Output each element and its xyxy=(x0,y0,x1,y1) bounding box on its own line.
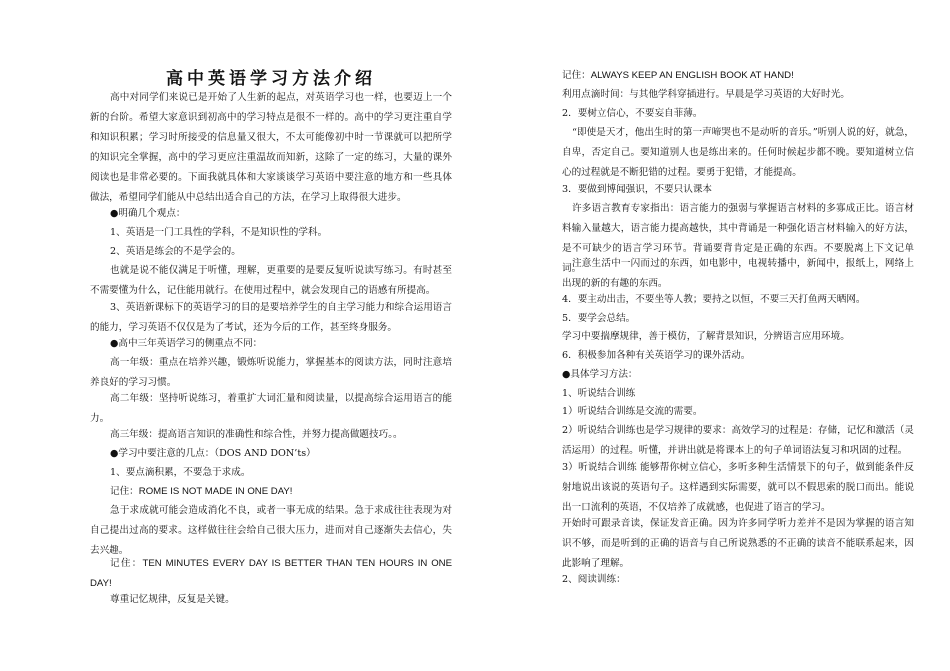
body-paragraph: 许多语言教育专家指出：语言能力的强弱与掌握语言材料的多寡成正比。语言材料输入量越大，语言能力提高越快，其中背诵是一种强化语言材料输入的好方法，是不可缺少的语言学习环节。背诵要背肯定是正确的东西。不要脱离上下文记单词。 xyxy=(562,203,914,274)
tip-item: 3．要做到博闻强识，不要只认课本 xyxy=(562,184,713,195)
body-paragraph: “即使是天才，他出生时的第一声啼哭也不是动听的音乐。”听别人说的好，就急，自卑，否定自己。要知道别人也是练出来的。任何时候起步都不晚。要知道树立信心的过程就是不断犯错的过程。要勇于犯错，才能提高。 xyxy=(562,127,914,178)
viewpoint-item: 3、英语新课标下的英语学习的目的是要培养学生的自主学习能力和综合运用语言的能力，学习英语不仅仅是为了考试，还为今后的工作，甚至终身服务。 xyxy=(90,302,452,333)
motto-line: 记住：ROME IS NOT MADE IN ONE DAY! xyxy=(110,486,293,497)
tip-item: 4．要主动出击，不要坐等人教；要持之以恒，不要三天打鱼两天晒网。 xyxy=(562,294,866,305)
tip-item: 1、要点滴积累，不要急于求成。 xyxy=(110,467,251,478)
viewpoint-item: 1、英语是一门工具性的学科，不是知识性的学科。 xyxy=(110,227,328,238)
section-heading-dos: ●学习中要注意的几点：（DOS AND DON’ts） xyxy=(110,448,316,459)
grade-focus-item: 高一年级：重点在培养兴趣，锻炼听说能力，掌握基本的阅读方法，同时注意培养良好的学习习惯。 xyxy=(90,357,452,388)
body-paragraph: 利用点滴时间：与其他学科穿插进行。早晨是学习英语的大好时光。 xyxy=(562,89,850,100)
section-heading-focus: ●高中三年英语学习的侧重点不同： xyxy=(110,338,263,349)
method-heading: 1、听说结合训练 xyxy=(562,388,636,399)
body-paragraph: 尊重记忆规律，反复是关键。 xyxy=(110,594,235,605)
method-item: 1）听说结合训练是交流的需要。 xyxy=(562,406,703,417)
grade-focus-item: 高二年级：坚持听说练习，着重扩大词汇量和阅读量，以提高综合运用语言的能力。 xyxy=(90,393,452,424)
viewpoint-item: 2、英语是练会的不是学会的。 xyxy=(110,246,241,257)
body-paragraph: 开始时可跟录音读，保证发音正确。因为许多同学听力差并不是因为掌握的语言知识不够，而是听到的正确的语音与自己所说熟悉的不正确的读音不能联系起来，因此影响了理解。 xyxy=(562,518,914,569)
grade-focus-item: 高三年级：提高语言知识的准确性和综合性，并努力提高做题技巧。。 xyxy=(110,429,403,440)
tip-item: 6．积极参加各种有关英语学习的课外活动。 xyxy=(562,350,751,361)
method-heading: 2、阅读训练： xyxy=(562,574,626,585)
body-paragraph: 也就是说不能仅满足于听懂，理解，更重要的是要反复听说读写练习。有时甚至不需要懂为什么，记住能用就行。在使用过程中，就会发现自己的语感有所提高。 xyxy=(90,265,452,296)
motto-line: 记住：ALWAYS KEEP AN ENGLISH BOOK AT HAND! xyxy=(562,70,794,81)
body-paragraph: 学习中要揣摩规律，善于模仿，了解背景知识，分辨语言应用环境。 xyxy=(562,331,850,342)
document-title: 高中英语学习方法介绍 xyxy=(166,69,376,89)
section-heading-viewpoints: ●明确几个观点： xyxy=(110,208,186,219)
method-item: 3）听说结合训练 能够帮你树立信心，多听多种生活情景下的句子，做到能条件反射地说出该说的英语句子。这样遇到实际需要，就可以不假思索的脱口而出。能说出一口流利的英语，不仅培养了成就感，也促进了语言的学习。 xyxy=(562,462,914,513)
motto-line: 记住：TEN MINUTES EVERY DAY IS BETTER THAN TEN HOURS IN ONE DAY! xyxy=(90,558,452,589)
method-item: 2）听说结合训练也是学习规律的要求：高效学习的过程是：存储，记忆和激活（灵活运用）的过程。听懂，并讲出就是将课本上的句子单词语法复习和巩固的过程。 xyxy=(562,425,914,456)
body-paragraph: 急于求成就可能会造成消化不良，或者一事无成的结果。急于求成往往表现为对自己提出过高的要求。这样做往往会给自己很大压力，进而对自己逐渐失去信心，失去兴趣。 xyxy=(90,505,452,556)
body-paragraph: 注意生活中一闪而过的东西，如电影中，电视转播中，新闻中，报纸上，网络上出现的新的有趣的东西。 xyxy=(562,258,914,289)
tip-item: 2．要树立信心，不要妄自菲薄。 xyxy=(562,108,703,119)
tip-item: 5．要学会总结。 xyxy=(562,313,636,324)
intro-paragraph: 高中对同学们来说已是开始了人生新的起点，对英语学习也一样，也要迈上一个新的台阶。希望大家意识到初高中的学习特点是很不一样的。高中的学习更注重自学和知识积累；学习时所接受的信息量又很大，不太可能像初中时一节课就可以把所学的知识完全掌握，高中的学习更应注重温故而知新，这除了一定的练习，大量的课外阅读也是非常必要的。下面我就具体和大家谈谈学习英语中要注意的地方和一些具体做法，希望同学们能从中总结出适合自己的方法，在学习上取得很大进步。 xyxy=(90,92,452,203)
section-heading-methods: ●具体学习方法： xyxy=(562,369,638,380)
